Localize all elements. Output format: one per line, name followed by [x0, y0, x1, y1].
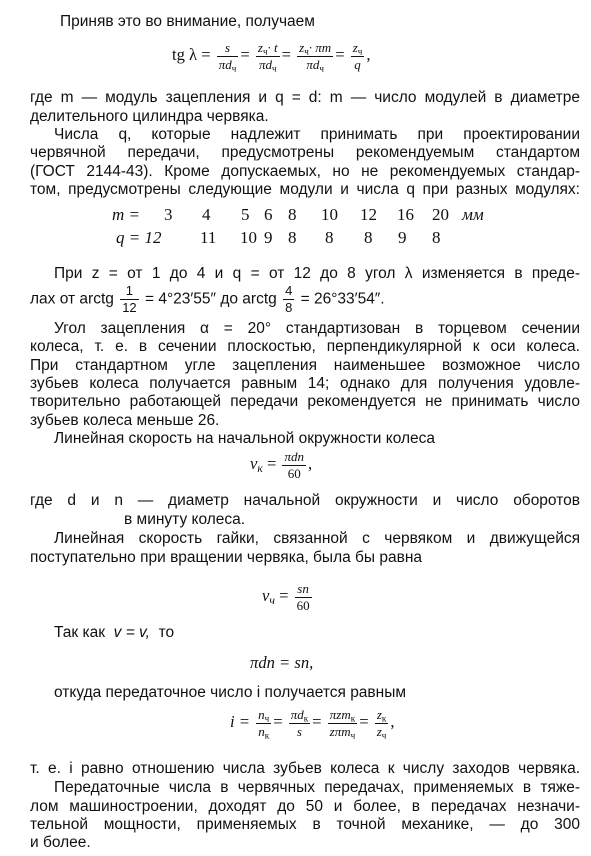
text-line: зубьев колеса получается равным 14; однако для получения удовле- — [30, 375, 580, 392]
q-value: 8 — [325, 228, 334, 247]
paragraph-intro: Приняв это во внимание, получаем — [60, 13, 315, 30]
m-value: 16 — [397, 205, 414, 224]
m-unit: мм — [462, 205, 484, 224]
text-line: лом машиностроении, доходят до 50 и более, в передачах незначи- — [30, 798, 580, 815]
text-line: При z = от 1 до 4 и q = от 12 до 8 угол λ изменяется в преде- — [54, 265, 580, 282]
text-line: Числа q, которые надлежит принимать при проектировании — [54, 126, 580, 143]
text-line: где m — модуль зацепления и q = d: m — число модулей в диаметре — [30, 89, 580, 106]
q-row — [116, 228, 496, 250]
q-label: q = 12 — [116, 228, 162, 247]
q-value: 8 — [364, 228, 373, 247]
text-line: Линейная скорость гайки, связанной с червяком и движущейся — [54, 530, 580, 547]
m-value: 12 — [360, 205, 377, 224]
m-label: m = — [112, 205, 140, 224]
text-line: тельной мощности, применяемых в точной механике, — до 300 — [30, 816, 580, 833]
q-value: 9 — [264, 228, 273, 247]
text-line: Передаточные числа в червячных передачах, применяемых в тяже- — [54, 779, 580, 796]
m-value: 10 — [321, 205, 338, 224]
q-value: 8 — [288, 228, 297, 247]
m-value: 3 — [164, 205, 173, 224]
text-line: и более. — [30, 834, 91, 851]
text-line: колеса, т. е. в сечении плоскостью, перпендикулярной к оси колеса. — [30, 338, 580, 355]
m-value: 6 — [264, 205, 273, 224]
text-line: том, предусмотрены следующие модули и числа q при разных модулях: — [30, 181, 580, 198]
equation-vk: $v_к$ = $\frac{\text{πdn}}{60}$ , — [250, 448, 313, 481]
text-line: делительного цилиндра червяка. — [30, 108, 269, 125]
m-value: 5 — [241, 205, 250, 224]
text-line: (ГОСТ 2144-43). Кроме допускаемых, но не рекомендуемых стандар- — [30, 163, 580, 180]
text-line: Угол зацепления α = 20° стандартизован в торцевом сечении — [54, 320, 580, 337]
text-line: где d и n — диаметр начальной окружности и число оборотов — [30, 492, 580, 509]
equation-vch: $v_ч$ = $\frac{sn}{60}$ — [262, 580, 310, 613]
text-line: поступательно при вращении червяка, была бы равна — [30, 549, 423, 566]
modules-row — [112, 205, 492, 227]
text-line: червячной передачи, предусмотрены рекомендуемым стандартом — [30, 144, 580, 161]
equation-tg-lambda: tg λ = $\frac{s}{\pi d_ч}$ = $\frac{z_ч\cdot t}{\pi d_ч}$ = $\frac{z_ч\cdot \pi m}{\pi d_ч}$ = $\frac{z_ч}{q}$ , — [172, 39, 371, 73]
q-value: 8 — [432, 228, 441, 247]
equation-ratio: i = $\frac{n_ч}{n_к}$ = $\frac{\pi d_к}{s}$ = $\frac{\pi zm_к}{z\pi m_ч}$ = $\frac{z_к}{z_ч}$ , — [230, 706, 395, 740]
equation-pdn: πdn = sn, — [250, 653, 314, 672]
text-line: т. е. i равно отношению числа зубьев колеса к числу заходов червяка. — [30, 760, 580, 777]
q-value: 10 — [240, 228, 257, 247]
text-line: в минуту колеса. — [124, 511, 246, 528]
m-value: 4 — [202, 205, 211, 224]
q-value: 11 — [200, 228, 217, 247]
m-value: 8 — [288, 205, 297, 224]
text-line: творительно работающей передачи рекомендуется не принимать число — [30, 393, 580, 410]
text-line: зубьев колеса меньше 26. — [30, 412, 220, 429]
text-line: При стандартном угле зацепления наименьшее возможное число — [30, 357, 580, 374]
q-value: 9 — [398, 228, 407, 247]
arctg-line: лах от arctg $\frac{1}{12}$ = 4°23′55″ до arctg $\frac{4}{8}$ = 26°33′54″. — [30, 283, 385, 315]
text-line: Так как v = v, то — [54, 624, 175, 641]
text-line: Линейная скорость на начальной окружности колеса — [54, 430, 436, 447]
m-value: 20 — [432, 205, 449, 224]
text-line: откуда передаточное число i получается равным — [54, 684, 407, 701]
